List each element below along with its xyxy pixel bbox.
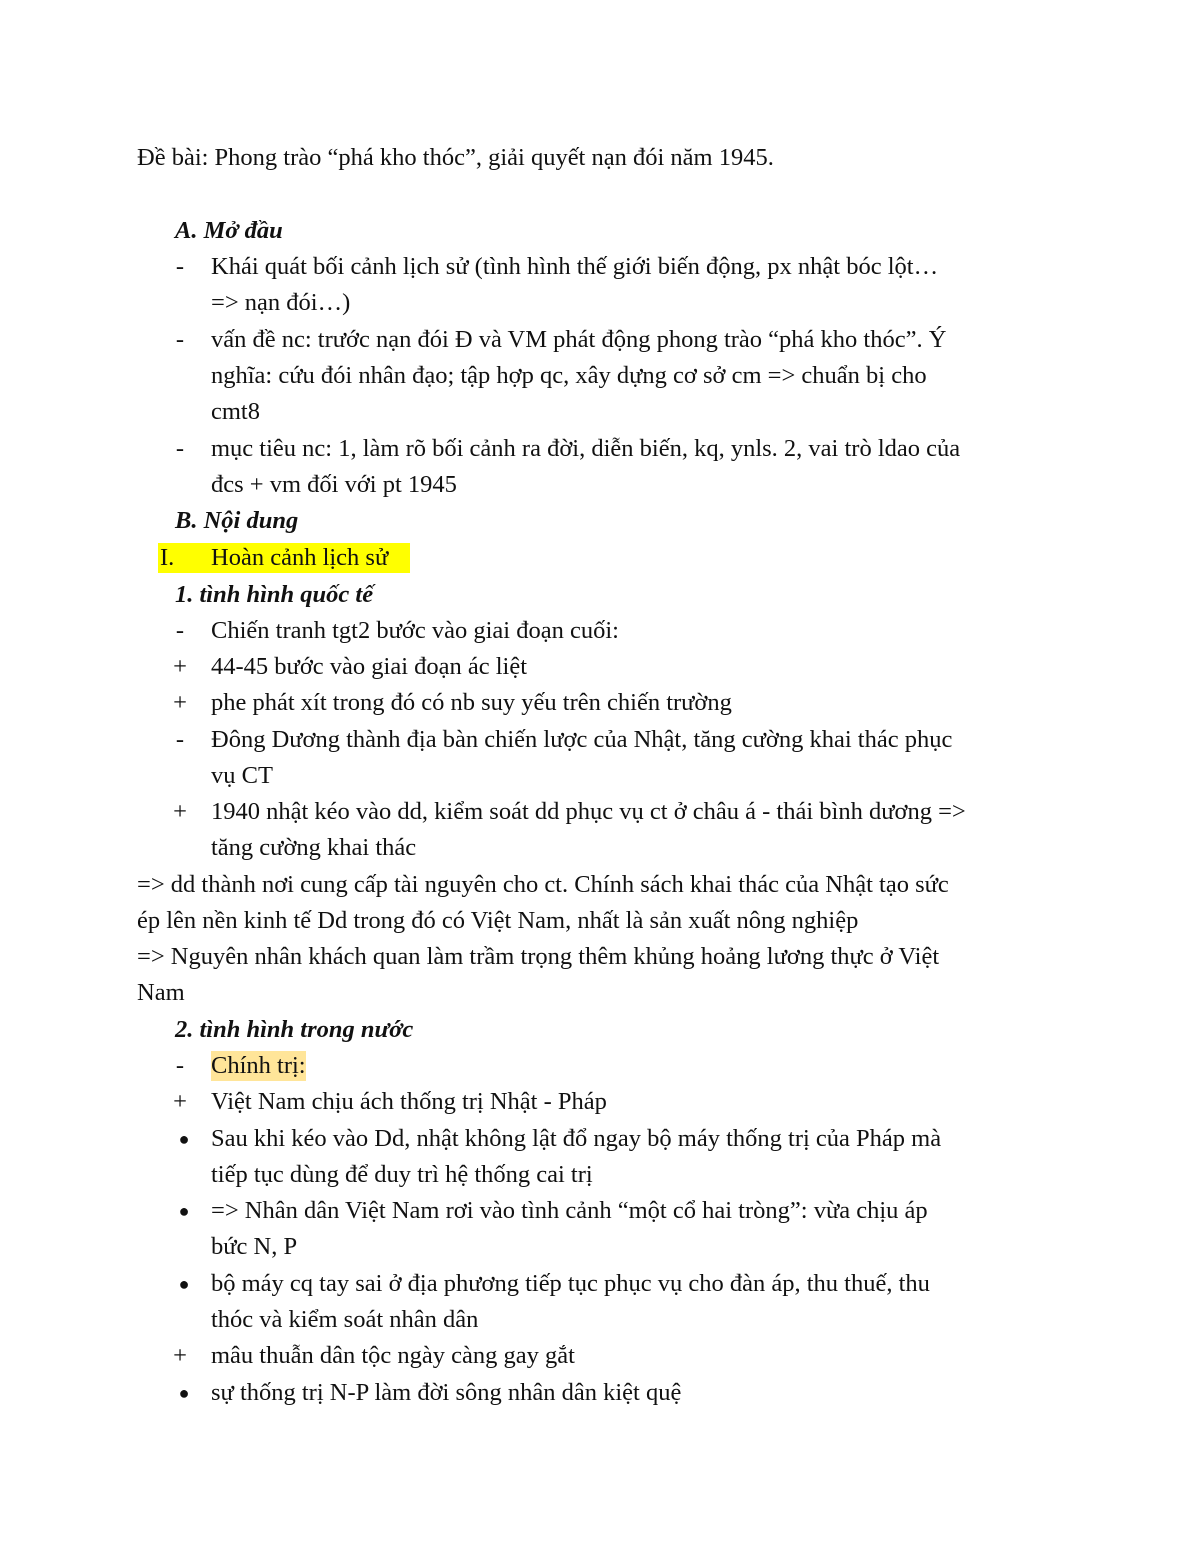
bullet-marker: ● (178, 1274, 190, 1294)
highlighted-list-item: Chính trị: (211, 1052, 306, 1079)
subsection-2-heading: 2. tình hình trong nước (175, 1016, 414, 1043)
list-item-line: sự thống trị N-P làm đời sông nhân dân kiệt quệ (211, 1379, 682, 1406)
list-item-line: bộ máy cq tay sai ở địa phương tiếp tục phục vụ cho đàn áp, thu thuế, thu (211, 1270, 930, 1297)
list-item-line: mâu thuẫn dân tộc ngày càng gay gắt (211, 1342, 575, 1369)
list-item-line: nghĩa: cứu đói nhân đạo; tập hợp qc, xây dựng cơ sở cm => chuẩn bị cho (211, 362, 927, 389)
plus-marker: + (173, 1342, 187, 1369)
list-item-line: cmt8 (211, 398, 260, 425)
list-item-line: Đông Dương thành địa bàn chiến lược của Nhật, tăng cường khai thác phục (211, 726, 953, 753)
dash-marker: - (175, 253, 185, 280)
list-item-line: tăng cường khai thác (211, 834, 417, 861)
document-title: Đề bài: Phong trào “phá kho thóc”, giải quyết nạn đói năm 1945. (137, 144, 774, 171)
bullet-marker: ● (178, 1129, 190, 1149)
plus-marker: + (173, 653, 187, 680)
list-item-line: thóc và kiểm soát nhân dân (211, 1306, 479, 1333)
list-item-line: Chiến tranh tgt2 bước vào giai đoạn cuối: (211, 617, 619, 644)
conclusion-line: => Nguyên nhân khách quan làm trầm trọng thêm khủng hoảng lương thực ở Việt (137, 943, 940, 970)
list-item-line: đcs + vm đối với pt 1945 (211, 471, 457, 498)
list-item-line: phe phát xít trong đó có nb suy yếu trên chiến trường (211, 689, 732, 716)
list-item-line: 44-45 bước vào giai đoạn ác liệt (211, 653, 528, 680)
list-item-line: 1940 nhật kéo vào dd, kiểm soát dd phục vụ ct ở châu á - thái bình dương => (211, 798, 966, 825)
roman-marker: I. (160, 544, 175, 571)
plus-marker: + (173, 798, 187, 825)
section-b-heading: B. Nội dung (175, 507, 299, 534)
plus-marker: + (173, 1088, 187, 1115)
list-item-line: tiếp tục dùng để duy trì hệ thống cai trị (211, 1161, 593, 1188)
plus-marker: + (173, 689, 187, 716)
dash-marker: - (175, 435, 185, 462)
dash-marker: - (175, 726, 185, 753)
list-item-line: bức N, P (211, 1233, 298, 1260)
dash-marker: - (175, 617, 185, 644)
conclusion-line: => dd thành nơi cung cấp tài nguyên cho ct. Chính sách khai thác của Nhật tạo sức (137, 871, 949, 898)
list-item-line: => nạn đói…) (211, 289, 351, 316)
list-item-line: => Nhân dân Việt Nam rơi vào tình cảnh “một cổ hai tròng”: vừa chịu áp (211, 1197, 928, 1224)
conclusion-line: ép lên nền kinh tế Dd trong đó có Việt Nam, nhất là sản xuất nông nghiệp (137, 907, 859, 934)
dash-marker: - (175, 1052, 185, 1079)
list-item-line: vấn đề nc: trước nạn đói Đ và VM phát động phong trào “phá kho thóc”. Ý (211, 326, 947, 353)
list-item-line: Việt Nam chịu ách thống trị Nhật - Pháp (211, 1088, 607, 1115)
dash-marker: - (175, 326, 185, 353)
bullet-marker: ● (178, 1383, 190, 1403)
subsection-1-heading: 1. tình hình quốc tế (175, 581, 374, 608)
list-item-line: vụ CT (211, 762, 273, 789)
roman-heading: Hoàn cảnh lịch sử (211, 544, 389, 571)
bullet-marker: ● (178, 1201, 190, 1221)
list-item-line: Sau khi kéo vào Dd, nhật không lật đổ ngay bộ máy thống trị của Pháp mà (211, 1125, 942, 1152)
list-item-line: mục tiêu nc: 1, làm rõ bối cảnh ra đời, diễn biến, kq, ynls. 2, vai trò ldao của (211, 435, 961, 462)
section-a-heading: A. Mở đầu (175, 217, 283, 244)
list-item-line: Khái quát bối cảnh lịch sử (tình hình thế giới biến động, px nhật bóc lột… (211, 253, 939, 280)
conclusion-line: Nam (137, 979, 185, 1006)
